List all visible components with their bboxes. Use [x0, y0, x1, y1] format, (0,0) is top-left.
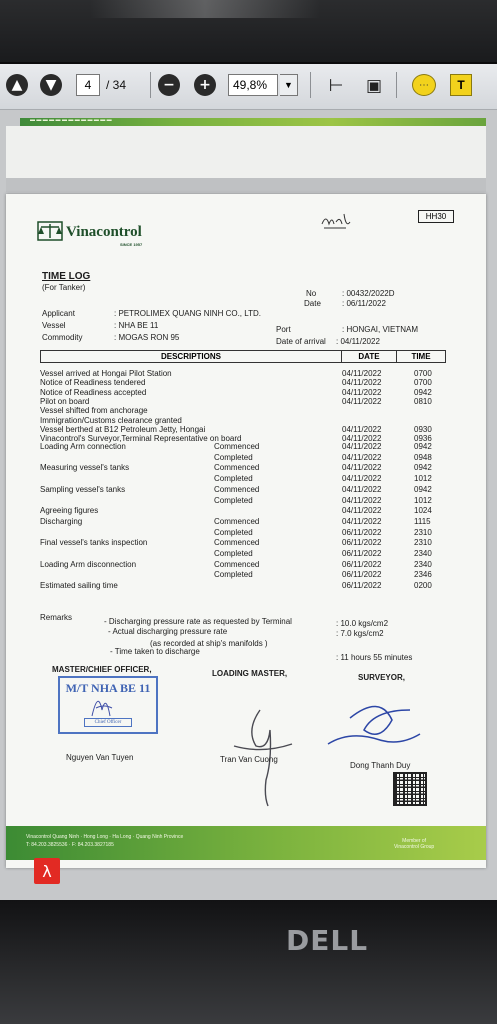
- row-date: 04/11/2022: [342, 434, 382, 444]
- row-date: 04/11/2022: [342, 516, 382, 526]
- arrival-value: : 04/11/2022: [336, 337, 380, 346]
- row-status: Completed: [214, 474, 253, 484]
- row-date: 04/11/2022: [342, 387, 382, 397]
- row-time: 2310: [414, 527, 432, 537]
- row-time: 2310: [414, 538, 432, 548]
- surveyor-signature-title: SURVEYOR,: [358, 673, 405, 682]
- row-description: Vessel shifted from anchorage: [40, 406, 148, 416]
- company-since: SINCE 1957: [120, 242, 143, 247]
- row-description: Vessel berthed at B12 Petroleum Jetty, Hongai: [40, 424, 206, 434]
- fit-width-icon[interactable]: ⊢: [328, 76, 344, 96]
- row-description: Loading Arm disconnection: [40, 559, 137, 569]
- master-signature-title: MASTER/CHIEF OFFICER,: [52, 665, 152, 674]
- row-date: 06/11/2022: [342, 581, 382, 591]
- page-total-label: / 34: [106, 78, 127, 92]
- monitor-brand-logo: DELL: [286, 924, 369, 957]
- row-status: Commenced: [214, 538, 260, 548]
- row-description: Loading Arm connection: [40, 442, 126, 451]
- toolbar-divider: [396, 72, 397, 98]
- row-time: 0942: [414, 484, 432, 494]
- column-header-date: DATE: [341, 350, 397, 363]
- row-description: Discharging: [40, 516, 83, 526]
- row-time: 2346: [414, 570, 432, 580]
- row-description: Vessel arrived at Hongai Pilot Station: [40, 369, 172, 378]
- loading-master-signature-title: LOADING MASTER,: [212, 669, 288, 678]
- row-date: 06/11/2022: [342, 559, 382, 569]
- remark-line-3: (as recorded at ship's manifolds ): [150, 639, 268, 648]
- row-time: 1012: [414, 495, 432, 505]
- commodity-value: : MOGAS RON 95: [114, 333, 180, 342]
- row-status: Completed: [214, 527, 253, 537]
- zoom-dropdown-chevron-icon[interactable]: ▼: [280, 74, 298, 96]
- page-gap: [6, 126, 486, 192]
- row-date: 06/11/2022: [342, 549, 382, 558]
- applicant-value: : PETROLIMEX QUANG NINH CO., LTD.: [114, 309, 261, 318]
- vessel-label: Vessel: [42, 321, 66, 330]
- row-status: Commenced: [214, 516, 260, 526]
- stamp-chief-officer: Chief Officer: [84, 718, 132, 727]
- remarks-label: Remarks: [40, 613, 73, 622]
- column-header-descriptions: DESCRIPTIONS: [40, 350, 342, 363]
- row-status: Completed: [214, 549, 253, 558]
- row-date: 04/11/2022: [342, 396, 382, 406]
- prev-page-up-arrow-icon[interactable]: ▲: [6, 74, 28, 96]
- row-description: Final vessel's tanks inspection: [40, 538, 148, 548]
- surveyor-name: Dong Thanh Duy: [350, 761, 411, 770]
- port-label: Port: [276, 325, 291, 334]
- row-time: 2340: [414, 549, 432, 558]
- row-time: 0200: [414, 581, 432, 591]
- vinacontrol-logo-icon: [36, 220, 64, 242]
- surveyor-signature: [320, 690, 430, 760]
- row-time: 0700: [414, 378, 432, 388]
- row-time: 0942: [414, 463, 432, 473]
- vessel-value: : NHA BE 11: [114, 321, 159, 330]
- document-title: TIME LOG: [42, 271, 91, 282]
- row-time: 0942: [414, 442, 432, 451]
- row-date: 04/11/2022: [342, 378, 382, 388]
- arrival-label: Date of arrival: [276, 337, 326, 346]
- document-footer-band: Vinacontrol Quang Ninh · Hong Long · Ha Long · Quang Ninh Province T: 84.203.3825536 · F: 84.203.3827185 Member of Vinacontrol Group: [6, 826, 486, 860]
- row-time: 0936: [414, 434, 432, 444]
- commodity-label: Commodity: [42, 333, 83, 342]
- row-time: 0948: [414, 452, 432, 462]
- row-time: 1012: [414, 474, 432, 484]
- date-label: Date: [304, 299, 321, 308]
- company-logo-text: Vinacontrol: [66, 224, 142, 240]
- row-description: Vinacontrol's Surveyor,Terminal Representative on board: [40, 434, 242, 444]
- document-subtitle: (For Tanker): [42, 283, 86, 292]
- row-status: Commenced: [214, 484, 260, 494]
- column-header-time: TIME: [396, 350, 446, 363]
- row-time: 1024: [414, 506, 432, 516]
- row-description: Notice of Readiness accepted: [40, 387, 147, 397]
- zoom-out-minus-icon[interactable]: −: [158, 74, 180, 96]
- loading-master-name: Tran Van Cuong: [220, 755, 278, 764]
- stamp-vessel-name: M/T NHA BE 11: [65, 681, 151, 695]
- row-status: Completed: [214, 495, 253, 505]
- no-value: : 00432/2022D: [342, 289, 395, 298]
- row-date: 04/11/2022: [342, 442, 382, 451]
- row-date: 04/11/2022: [342, 463, 382, 473]
- applicant-label: Applicant: [42, 309, 75, 318]
- prev-page-footer-strip: ▬ ▬ ▬ ▬ ▬ ▬ ▬ ▬ ▬ ▬ ▬ ▬ ▬: [20, 118, 486, 126]
- row-description: Notice of Readiness tendered: [40, 378, 146, 388]
- monitor-bottom-bezel: [0, 900, 497, 1024]
- row-description: Immigration/Customs clearance granted: [40, 415, 182, 425]
- row-time: 0942: [414, 387, 432, 397]
- row-date: 04/11/2022: [342, 369, 382, 378]
- row-time: 1115: [414, 516, 431, 526]
- row-description: Estimated sailing time: [40, 581, 118, 591]
- row-time: 2340: [414, 559, 432, 569]
- row-status: Commenced: [214, 559, 260, 569]
- row-time: 0700: [414, 369, 432, 378]
- row-date: 04/11/2022: [342, 506, 382, 516]
- row-description: Agreeing figures: [40, 506, 99, 516]
- port-value: : HONGAI, VIETNAM: [342, 325, 419, 334]
- remark-value-2: : 7.0 kgs/cm2: [336, 629, 384, 638]
- handwritten-initials-mark: [320, 212, 354, 232]
- row-time: 0810: [414, 396, 432, 406]
- qr-code: [393, 772, 427, 806]
- zoom-level-input[interactable]: 49,8%: [228, 74, 278, 96]
- toolbar-divider: [310, 72, 311, 98]
- date-value: : 06/11/2022: [342, 299, 386, 308]
- row-date: 04/11/2022: [342, 452, 382, 462]
- fit-page-icon[interactable]: ▣: [365, 76, 383, 96]
- remark-value-1: : 10.0 kgs/cm2: [336, 619, 389, 628]
- master-name: Nguyen Van Tuyen: [66, 753, 134, 762]
- row-date: 06/11/2022: [342, 527, 382, 537]
- adobe-pdf-icon[interactable]: λ: [34, 858, 60, 884]
- row-description: Pilot on board: [40, 396, 90, 406]
- row-status: Commenced: [214, 442, 260, 451]
- row-status: Commenced: [214, 463, 260, 473]
- row-description: Measuring vessel's tanks: [40, 463, 130, 473]
- master-signature: [82, 686, 122, 726]
- row-date: 04/11/2022: [342, 474, 382, 484]
- row-date: 06/11/2022: [342, 538, 382, 548]
- row-date: 04/11/2022: [342, 484, 382, 494]
- comment-icon[interactable]: ⋯: [412, 74, 436, 96]
- next-page-down-arrow-icon[interactable]: ▼: [40, 74, 62, 96]
- row-time: 0930: [414, 424, 432, 434]
- highlight-text-icon[interactable]: T: [450, 74, 472, 96]
- form-code-box: HH30: [418, 210, 454, 223]
- row-date: 04/11/2022: [342, 424, 382, 434]
- row-description: Sampling vessel's tanks: [40, 484, 126, 494]
- row-status: Completed: [214, 570, 253, 580]
- no-label: No: [306, 289, 317, 298]
- zoom-in-plus-icon[interactable]: +: [194, 74, 216, 96]
- remark-line-1: - Discharging pressure rate as requested by Terminal: [104, 617, 292, 626]
- monitor-top-bezel: [0, 0, 497, 62]
- remark-line-2: - Actual discharging pressure rate: [108, 627, 228, 636]
- remark-line-4: - Time taken to discharge: [110, 647, 200, 656]
- row-date: 04/11/2022: [342, 495, 382, 505]
- remark-value-4: : 11 hours 55 minutes: [336, 653, 413, 662]
- row-status: Completed: [214, 452, 253, 462]
- row-date: 06/11/2022: [342, 570, 382, 580]
- toolbar-divider: [150, 72, 151, 98]
- page-number-input[interactable]: 4: [76, 74, 100, 96]
